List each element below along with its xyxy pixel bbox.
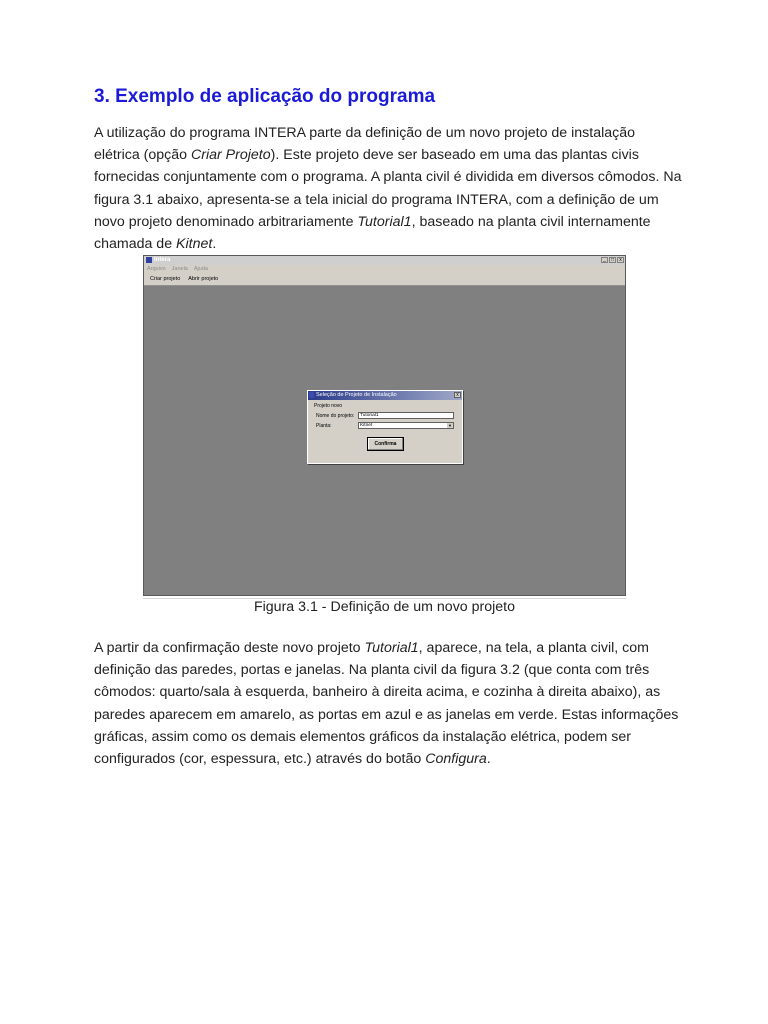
criar-projeto-button[interactable]: Criar projeto — [150, 276, 181, 282]
figure-caption: Figura 3.1 - Definição de um novo projeto — [143, 598, 626, 615]
close-icon[interactable]: x — [617, 257, 624, 263]
emphasis-configura: Configura — [425, 751, 487, 768]
plant-label: Planta: — [316, 423, 332, 429]
emphasis-criar-projeto: Criar Projeto — [191, 147, 271, 164]
plant-select[interactable] — [358, 422, 454, 429]
project-name-input[interactable]: Tutorial1 — [358, 412, 454, 419]
new-project-dialog — [307, 390, 463, 464]
paragraph-text: A utilização do programa INTERA parte da definição de um novo projeto de instalação elétrica (opção — [94, 125, 636, 164]
app-icon — [146, 257, 152, 263]
chevron-down-icon[interactable]: ▼ — [448, 423, 452, 428]
project-name-label: Nome do projeto: — [316, 413, 355, 419]
paragraph-text: ). Este projeto deve ser baseado em uma das plantas civis fornecidas conjuntamente com o programa. A planta civil é dividida em diversos cômodos. Na figura 3.1 abaixo, apresenta-se a tela inicial do programa INTERA, com a definição de um novo projeto denominado arbitrariamente — [94, 147, 682, 230]
confirm-button[interactable]: Confirma — [367, 437, 404, 451]
figure-screenshot — [143, 255, 626, 596]
paragraph-text: , baseado na planta civil internamente chamada de — [94, 213, 651, 253]
paragraph-followup — [94, 637, 684, 770]
menu-item-arquivo[interactable]: Arquivo — [147, 266, 166, 272]
dialog-title: Seleção de Projeto de Instalação — [316, 392, 397, 398]
dialog-close-icon[interactable]: x — [454, 392, 461, 398]
plant-select-value: Kitnet — [360, 423, 373, 428]
window-title: Intera — [154, 257, 171, 263]
menu-item-janela[interactable]: Janela — [171, 266, 188, 272]
menu-bar — [144, 265, 625, 274]
paragraph-intro — [94, 122, 684, 255]
dialog-app-icon — [309, 392, 314, 398]
emphasis-tutorial1: Tutorial1 — [357, 213, 412, 230]
toolbar — [144, 274, 625, 286]
group-label-projeto-novo: Projeto novo — [314, 403, 343, 409]
maximize-icon[interactable]: □ — [610, 257, 615, 263]
abrir-projeto-button[interactable]: Abrir projeto — [188, 276, 219, 282]
paragraph-text: . — [486, 751, 491, 768]
window-controls — [601, 257, 624, 263]
section-heading: 3. Exemplo de aplicação do programa — [94, 86, 436, 107]
emphasis-tutorial1: Tutorial1 — [364, 640, 419, 656]
paragraph-text: A partir da confirmação deste novo projeto — [94, 640, 365, 656]
emphasis-kitnet: Kitnet — [176, 236, 213, 253]
minimize-icon[interactable]: _ — [601, 257, 608, 263]
paragraph-text: . — [212, 236, 217, 253]
menu-item-ajuda[interactable]: Ajuda — [193, 266, 208, 272]
dialog-titlebar — [308, 391, 462, 400]
paragraph-text: , aparece, na tela, a planta civil, com definição das paredes, portas e janelas. Na planta civil da figura 3.2 (que conta com três cômodos: quarto/sala à esquerda, banheiro à direita acima, e cozinha à direita abaixo), as paredes aparecem em amarelo, as portas em azul e as janelas em verde. Estas informações gráficas, assim como os demais elementos gráficos da instalação elétrica, podem ser configurados (cor, espessura, etc.) através do botão — [94, 640, 679, 768]
